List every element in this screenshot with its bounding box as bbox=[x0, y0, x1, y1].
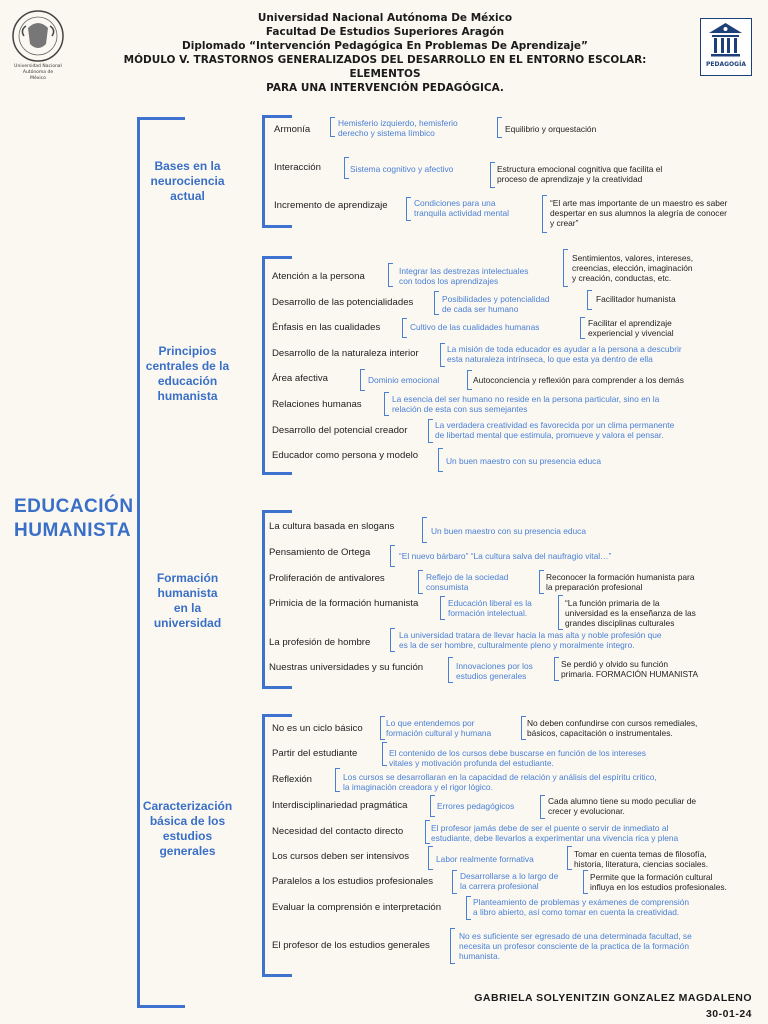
desc-slogans: Un buen maestro con su presencia educa bbox=[431, 526, 587, 536]
item-ciclo-basico: No es un ciclo básico bbox=[272, 723, 363, 734]
desc-educador: Un buen maestro con su presencia educa bbox=[446, 456, 602, 466]
columns-icon bbox=[701, 19, 750, 61]
desc-relaciones: La esencia del ser humano no reside en la persona particular, sino en la relación de esta con sus semejantes bbox=[392, 394, 660, 414]
item-interdisciplinariedad: Interdisciplinariedad pragmática bbox=[272, 800, 408, 811]
desc-paralelos: Desarrollarse a lo largo de la carrera profesional bbox=[460, 871, 559, 891]
item-incremento-aprendizaje: Incremento de aprendizaje bbox=[274, 200, 388, 211]
desc-atencion: Integrar las destrezas intelectuales con todos los aprendizajes bbox=[399, 266, 529, 286]
desc-cursos-intensivos: Labor realmente formativa bbox=[436, 854, 534, 864]
item-pensamiento-ortega: Pensamiento de Ortega bbox=[269, 547, 371, 558]
header-diploma: Diplomado “Intervención Pedagógica En Problemas De Aprendizaje” bbox=[182, 40, 588, 52]
desc-interdisciplinariedad: Errores pedagógicos bbox=[437, 801, 515, 811]
desc-profesion: La universidad tratara de llevar hacia la mas alta y noble profesión que es la de ser hombre, culturalmente pleno y moralmente íntegro. bbox=[399, 630, 662, 650]
item-evaluar-comprension: Evaluar la comprensión e interpretación bbox=[272, 902, 442, 913]
master-bracket bbox=[137, 117, 140, 1008]
desc-ciclo-basico: Lo que entendemos por formación cultural y humana bbox=[386, 718, 492, 738]
desc-primicia: Educación liberal es la formación intelectual. bbox=[448, 598, 532, 618]
desc-contacto-directo: El profesor jamás debe de ser el puente o servir de inmediato al estudiante, debe llevarlos a experimentar una vivencia rica y plena bbox=[431, 823, 679, 843]
detail-paralelos: Permite que la formación cultural influya en los estudios profesionales. bbox=[590, 872, 727, 892]
desc-reflexion: Los cursos se desarrollaran en la capacidad de relación y análisis del espíritu critico, la imaginación creadora y el rigor lógico. bbox=[343, 772, 657, 792]
desc-antivalores: Reflejo de la sociedad consumista bbox=[426, 572, 509, 592]
detail-primicia: “La función primaria de la universidad es la enseñanza de las grandes disciplinas culturales bbox=[565, 598, 696, 628]
footer-author: GABRIELA SOLYENITZIN GONZALEZ MAGDALENO bbox=[474, 992, 752, 1004]
item-naturaleza-interior: Desarrollo de la naturaleza interior bbox=[272, 348, 419, 359]
detail-armonia: Equilibrio y orquestación bbox=[505, 124, 597, 134]
desc-ortega: “El nuevo bárbaro” “La cultura salva del naufragio vital…” bbox=[399, 551, 612, 561]
detail-incremento: “El arte mas importante de un maestro es saber despertar en sus alumnos la alegría de conocer y crear” bbox=[550, 198, 728, 228]
item-reflexion: Reflexión bbox=[272, 774, 312, 785]
item-contacto-directo: Necesidad del contacto directo bbox=[272, 826, 404, 837]
item-partir-estudiante: Partir del estudiante bbox=[272, 748, 358, 759]
desc-partir-estudiante: El contenido de los cursos debe buscarse en función de los intereses vitales y motivación profunda del estudiante. bbox=[389, 748, 646, 768]
item-area-afectiva: Área afectiva bbox=[272, 373, 328, 384]
desc-profesor: No es suficiente ser egresado de una determinada facultad, se necesita un profesor consciente de la practica de la formación humanista. bbox=[459, 931, 692, 961]
detail-antivalores: Reconocer la formación humanista para la preparación profesional bbox=[546, 572, 695, 592]
desc-naturaleza: La misión de toda educador es ayudar a la persona a descubrir esta naturaleza intrínseca, lo que esta ya dentro de ella bbox=[447, 344, 682, 364]
desc-potencial-creador: La verdadera creatividad es favorecida por un clima permanente de libertad mental que estimula, promueve y valora el pensar. bbox=[435, 420, 675, 440]
unam-seal-logo: Universidad Nacional Autónoma de México bbox=[10, 8, 66, 84]
header-university: Universidad Nacional Autónoma De México bbox=[257, 12, 513, 24]
detail-interdisciplinariedad: Cada alumno tiene su modo peculiar de crecer y evolucionar. bbox=[548, 796, 697, 816]
section-title-caracterizacion: Caracterización básica de los estudios generales bbox=[142, 799, 233, 858]
item-paralelos: Paralelos a los estudios profesionales bbox=[272, 876, 434, 887]
item-atencion-persona: Atención a la persona bbox=[272, 271, 365, 282]
item-armonia: Armonía bbox=[274, 124, 311, 135]
desc-interaccion: Sistema cognitivo y afectivo bbox=[350, 164, 454, 174]
footer-date: 30-01-24 bbox=[705, 1008, 752, 1020]
desc-evaluar: Planteamiento de problemas y exámenes de comprensión a libro abierto, así como tomar en cuenta la creatividad. bbox=[473, 897, 690, 917]
desc-cualidades: Cultivo de las cualidades humanas bbox=[410, 322, 540, 332]
desc-armonia: Hemisferio izquierdo, hemisferio derecho y sistema límbico bbox=[338, 118, 458, 138]
header bbox=[90, 11, 680, 95]
detail-potencialidades: Facilitador humanista bbox=[596, 294, 676, 304]
detail-interaccion: Estructura emocional cognitiva que facilita el proceso de aprendizaje y la creatividad bbox=[497, 164, 663, 184]
detail-atencion: Sentimientos, valores, intereses, creencias, elección, imaginación y creación, conductas, etc. bbox=[572, 253, 694, 283]
main-title: EDUCACIÓN HUMANISTA bbox=[14, 496, 134, 541]
item-interaccion: Interacción bbox=[274, 162, 321, 173]
item-cultura-slogans: La cultura basada en slogans bbox=[269, 521, 395, 532]
item-relaciones-humanas: Relaciones humanas bbox=[272, 399, 362, 410]
detail-cualidades: Facilitar el aprendizaje experiencial y vivencial bbox=[588, 318, 674, 338]
header-faculty: Facultad De Estudios Superiores Aragón bbox=[265, 26, 505, 38]
item-desarrollo-potencialidades: Desarrollo de las potencialidades bbox=[272, 297, 414, 308]
item-cursos-intensivos: Los cursos deben ser intensivos bbox=[272, 851, 410, 862]
desc-afectiva: Dominio emocional bbox=[368, 375, 440, 385]
section-title-neurociencia: Bases en la neurociencia actual bbox=[150, 159, 225, 203]
detail-cursos-intensivos: Tomar en cuenta temas de filosofía, historia, literatura, ciencias sociales. bbox=[574, 849, 709, 869]
desc-incremento: Condiciones para una tranquila actividad mental bbox=[414, 198, 509, 218]
detail-universidades: Se perdió y olvido su función primaria. FORMACIÓN HUMANISTA bbox=[561, 659, 699, 679]
section-title-principios: Principios centrales de la educación humanista bbox=[145, 344, 230, 403]
item-enfasis-cualidades: Énfasis en las cualidades bbox=[272, 322, 381, 333]
section-title-formacion: Formación humanista en la universidad bbox=[153, 571, 222, 630]
detail-ciclo-basico: No deben confundirse con cursos remediales, básicos, capacitación o instrumentales. bbox=[527, 718, 698, 738]
item-universidades-funcion: Nuestras universidades y su función bbox=[269, 662, 424, 673]
item-educador-modelo: Educador como persona y modelo bbox=[272, 450, 419, 461]
item-potencial-creador: Desarrollo del potencial creador bbox=[272, 425, 408, 436]
pedagogia-logo: PEDAGOGÍA bbox=[700, 18, 752, 76]
item-primicia: Primicia de la formación humanista bbox=[269, 598, 419, 609]
item-antivalores: Proliferación de antivalores bbox=[269, 573, 385, 584]
item-profesion-hombre: La profesión de hombre bbox=[269, 637, 371, 648]
desc-universidades: Innovaciones por los estudios generales bbox=[456, 661, 533, 681]
item-profesor-estudios: El profesor de los estudios generales bbox=[272, 940, 430, 951]
detail-afectiva: Autoconciencia y reflexión para comprender a los demás bbox=[473, 375, 684, 385]
desc-potencialidades: Posibilidades y potencialidad de cada ser humano bbox=[442, 294, 550, 314]
header-module-cont: PARA UNA INTERVENCIÓN PEDAGÓGICA. bbox=[266, 82, 504, 94]
header-module: MÓDULO V. TRASTORNOS GENERALIZADOS DEL DESARROLLO EN EL ENTORNO ESCOLAR: ELEMENTOS bbox=[123, 54, 647, 80]
